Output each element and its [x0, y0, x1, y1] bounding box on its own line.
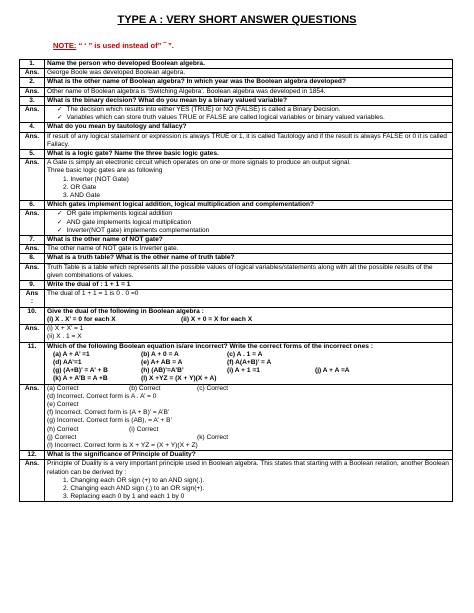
question-text: What is a truth table? What is the other name of truth table? — [45, 254, 453, 263]
question-text: What is the other name of NOT gate? — [45, 236, 453, 245]
answer-label — [20, 290, 45, 307]
answer-cell — [45, 325, 453, 342]
answer-label: Ans. — [20, 210, 45, 236]
table-row — [20, 245, 453, 254]
answer-label-text: Ans — [25, 290, 39, 298]
table-row — [20, 96, 453, 105]
equation-row — [47, 359, 450, 367]
answer-line: (e) Correct — [47, 400, 79, 408]
table-row — [20, 236, 453, 245]
table-row — [20, 254, 453, 263]
answer-item: (h) Correct — [47, 425, 79, 433]
question-subparts — [47, 316, 450, 324]
question-number: 3. — [20, 96, 45, 105]
equation: (b) A + 0 = A — [141, 350, 179, 358]
check-item: ✓ The decision which results into either YES (TRUE) or NO (FALSE) is called a Binary Decision. — [47, 106, 450, 114]
equation: (d) AA’=1 — [53, 358, 82, 366]
answer-text: If result of any logical statement or expression is always TRUE or 1, it is called Tautology and if the result is always FALSE or 0 it is called Fallacy. — [45, 132, 453, 149]
question-cell — [45, 342, 453, 384]
answer-text: Truth Table is a table which represents all the possible values of logical variables/statements along with all the possible results of the given combinations of values. — [45, 263, 453, 280]
table-row — [20, 123, 453, 132]
question-text: What is a logic gate? Name the three basic logic gates. — [45, 150, 453, 159]
table-row — [20, 281, 453, 290]
answer-label: Ans. — [20, 263, 45, 280]
answer-line: (i) X + X’ = 1 — [47, 325, 84, 333]
equation-row — [47, 351, 450, 359]
check-item: ✓ OR gate implements logical addition — [47, 210, 450, 218]
answer-row — [47, 385, 450, 393]
answer-line: (f) Incorrect. Correct form is (A + B)’ = A’B’ — [47, 409, 170, 417]
page-title: TYPE A : VERY SHORT ANSWER QUESTIONS — [117, 14, 357, 26]
answer-item: (a) Correct — [47, 384, 79, 392]
table-row — [20, 87, 453, 96]
table-row — [20, 290, 453, 307]
equation: (c) A . 1 = A — [227, 350, 263, 358]
answer-cell — [45, 384, 453, 451]
answer-text: The other name of NOT gate is Inverter gate. — [45, 245, 453, 254]
table-row — [20, 60, 453, 69]
question-cell — [45, 307, 453, 324]
equation: (h) (AB)’=A’B’ — [141, 367, 184, 375]
answer-line: (g) Incorrect. Correct form is (AB), = A’ + B’ — [47, 417, 172, 425]
note-label: NOTE: — [53, 41, 77, 50]
answer-text: The dual of 1 + 1 = 1 is 0 . 0 =0 — [45, 290, 453, 307]
list-item: 3. Replacing each 0 by 1 and each 1 by 0 — [63, 493, 185, 501]
question-number: 1. — [20, 60, 45, 69]
question-text: What is the other name of Boolean algebra? In which year was the Boolean algebra developed? — [45, 78, 453, 87]
question-text: Write the dual of : 1 + 1 = 1 — [45, 281, 453, 290]
question-number: 10. — [20, 307, 45, 324]
answer-label: Ans. — [20, 87, 45, 96]
question-text: Which gates implement logical addition, logical multiplication and complementation? — [45, 201, 453, 210]
equation-row — [47, 375, 450, 383]
answer-label: Ans. — [20, 69, 45, 78]
table-row — [20, 342, 453, 384]
answer-line: (ii) X . 1 = X — [47, 333, 82, 341]
equation: (l) X +YZ = (X + Y)(X + A) — [141, 375, 217, 383]
equation: (a) A + A’ =1 — [53, 350, 90, 358]
answer-cell — [45, 460, 453, 502]
qa-table — [19, 59, 453, 502]
question-text: Name the person who developed Boolean algebra. — [45, 60, 453, 69]
table-row — [20, 307, 453, 324]
question-number: 7. — [20, 236, 45, 245]
equation: (e) A+ AB = A — [141, 358, 183, 366]
answer-item: (i) Correct — [129, 425, 159, 433]
answer-label: Ans. — [20, 460, 45, 502]
table-row — [20, 263, 453, 280]
answer-text: George Boole was developed Boolean algebra. — [45, 69, 453, 78]
question-number: 9. — [20, 281, 45, 290]
list-item: 3. AND Gate — [63, 192, 101, 200]
answer-line: (l) Incorrect. Correct form is X + YZ = (X + Y)(X + Z) — [47, 441, 198, 449]
list-item: 2. OR Gate — [63, 183, 97, 191]
table-row — [20, 460, 453, 502]
question-number: 6. — [20, 201, 45, 210]
question-text: Give the dual of the following in Boolean algebra : — [47, 307, 204, 315]
answer-item: (k) Correct — [197, 433, 229, 441]
answer-row — [47, 426, 450, 434]
equation: (k) A + A’B = A +B — [53, 375, 108, 383]
equation: (j) A + A =A — [315, 367, 350, 375]
equation: (f) A(A+B)’ = A — [227, 358, 272, 366]
table-row — [20, 451, 453, 460]
check-item: ✓ AND gate implements logical multiplication — [47, 219, 450, 227]
list-item: 1. Changing each OR sign (+) to an AND sign(.). — [63, 476, 205, 484]
question-number: 11. — [20, 342, 45, 384]
answer-item: (c) Correct — [197, 384, 229, 392]
subpart: (i) X . X’ = 0 for each X — [47, 315, 116, 323]
table-row — [20, 384, 453, 451]
answer-label: Ans. — [20, 132, 45, 149]
answer-line: Three basic logic gates are as following — [47, 167, 163, 175]
question-number: 4. — [20, 123, 45, 132]
note-text: “ ‘ ” is used instead of” ‾ ”. — [78, 41, 174, 50]
table-row — [20, 210, 453, 236]
answer-line: (d) Incorrect. Correct form is A . A’ = 0 — [47, 392, 157, 400]
answer-row — [47, 434, 450, 442]
table-row — [20, 78, 453, 87]
table-row — [20, 150, 453, 159]
answer-cell — [45, 159, 453, 201]
table-row — [20, 106, 453, 123]
answer-label: Ans. — [20, 159, 45, 201]
question-text: What is the binary decision? What do you mean by a binary valued variable? — [45, 96, 453, 105]
answer-cell — [45, 210, 453, 236]
table-row — [20, 201, 453, 210]
question-text: What do you mean by tautology and fallacy? — [45, 123, 453, 132]
question-number: 5. — [20, 150, 45, 159]
question-number: 8. — [20, 254, 45, 263]
answer-label: Ans. — [20, 325, 45, 342]
answer-item: (b) Correct — [129, 384, 161, 392]
table-row — [20, 325, 453, 342]
answer-text: Other name of Boolean algebra is ‘Switching Algebra’. Boolean algebra was developed in 1854. — [45, 87, 453, 96]
question-text: Which of the following Boolean equation is/are incorrect? Write the correct forms of the incorrect ones : — [47, 342, 373, 350]
subpart: (ii) X + 0 = X for each X — [181, 315, 253, 323]
check-item: ✓ Variables which can store truth values TRUE or FALSE are called logical variables or binary valued variables. — [47, 114, 450, 122]
answer-cell — [45, 106, 453, 123]
answer-label: Ans. — [20, 106, 45, 123]
table-row — [20, 159, 453, 201]
answer-item: (j) Correct — [47, 433, 77, 441]
check-item: ✓ Inverter(NOT gate) implements complementation — [47, 227, 450, 235]
answer-label: Ans. — [20, 384, 45, 451]
answer-line: Principle of Duality is a very important principle used in Boolean algebra. This states that starting with a Boolean relation, another Boolean relation can be derived by : — [47, 460, 449, 476]
table-row — [20, 132, 453, 149]
equation: (g) (A+B)’ = A’ + B — [53, 367, 108, 375]
note — [53, 41, 174, 50]
question-number: 12. — [20, 451, 45, 460]
equation: (i) A + 1 =1 — [227, 367, 260, 375]
equation-row — [47, 367, 450, 375]
answer-label-colon: : — [30, 298, 34, 306]
list-item: 2. Changing each AND sign (.) to an OR sign(+). — [63, 484, 205, 492]
answer-label: Ans. — [20, 245, 45, 254]
answer-line: A Gate is simply an electronic circuit which operates on one or more signals to produce an output signal. — [47, 159, 351, 167]
list-item: 1. Inverter (NOT Gate) — [63, 175, 129, 183]
question-text: What is the significance of Principle of Duality? — [45, 451, 453, 460]
question-number: 2. — [20, 78, 45, 87]
table-row — [20, 69, 453, 78]
